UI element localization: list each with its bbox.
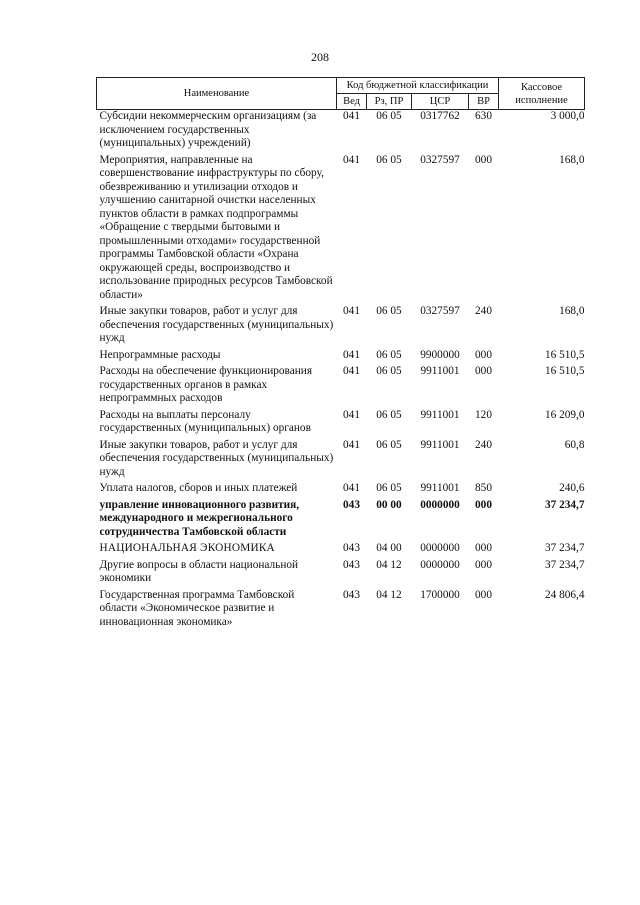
row-csr: 9911001	[420, 438, 460, 451]
row-sum: 60,8	[564, 438, 585, 451]
table-row	[97, 499, 585, 543]
row-csr: 0327597	[420, 305, 460, 317]
header-sum-line1: Кассовое	[521, 81, 563, 93]
row-sum: 16 209,0	[544, 408, 585, 421]
row-name: Расходы на обеспечение функционирования государственных органов в рамках непрограммных расходов	[99, 365, 313, 404]
row-name: Уплата налогов, сборов и иных платежей	[99, 482, 298, 494]
row-rz: 06 05	[376, 153, 402, 166]
row-vr: 000	[475, 365, 492, 377]
row-sum: 24 806,4	[544, 588, 585, 601]
row-sum: 16 510,5	[544, 365, 585, 377]
row-rz: 04 00	[376, 542, 402, 554]
row-csr: 0317762	[420, 110, 460, 122]
row-csr: 9911001	[420, 482, 460, 494]
table-body	[97, 110, 585, 633]
row-ved: 043	[343, 542, 360, 554]
row-vr: 000	[475, 348, 492, 361]
row-vr: 120	[475, 408, 492, 421]
header-name: Наименование	[97, 78, 337, 110]
table-row	[97, 589, 585, 633]
row-rz: 04 12	[376, 588, 402, 601]
row-vr: 630	[475, 110, 492, 122]
table-row	[97, 110, 585, 154]
row-csr: 9911001	[420, 408, 460, 421]
row-name: Непрограммные расходы	[99, 348, 221, 361]
table-header	[97, 78, 585, 110]
header-ved: Вед	[337, 94, 367, 110]
row-ved: 041	[343, 482, 360, 494]
row-ved: 041	[343, 110, 360, 122]
table-row	[97, 542, 585, 559]
row-csr: 0000000	[420, 542, 460, 554]
header-code-group: Код бюджетной классификации	[337, 78, 499, 94]
page-number: 208	[311, 50, 329, 64]
row-sum: 240,6	[559, 482, 585, 494]
header-sum-line2: исполнение	[515, 94, 568, 106]
row-name: Другие вопросы в области национальной экономики	[99, 558, 299, 584]
row-sum: 37 234,7	[544, 542, 585, 554]
row-csr: 0000000	[420, 558, 460, 571]
table-row	[97, 349, 585, 366]
row-rz: 06 05	[376, 438, 402, 451]
row-csr: 1700000	[420, 588, 460, 601]
header-sum	[499, 78, 585, 110]
table-row	[97, 409, 585, 439]
row-vr: 000	[475, 542, 492, 554]
row-ved: 041	[343, 348, 360, 361]
row-name: Мероприятия, направленные на совершенствование инфраструктуры по сбору, обезвреживанию и утилизации отходов и улучшению санитарной очистки населенных пунктов области в рамках подпрограммы «Обращение с твердыми бытовыми и промышленными отходами» государственной программы Тамбовской области «Охрана окружающей среды, воспроизводство и использование природных ресурсов Тамбовской области»	[99, 153, 333, 301]
row-sum: 37 234,7	[544, 558, 585, 571]
row-vr: 000	[475, 153, 492, 166]
row-rz: 00 00	[376, 498, 402, 511]
row-rz: 04 12	[376, 558, 402, 571]
row-sum: 3 000,0	[550, 110, 585, 122]
row-name: Иные закупки товаров, работ и услуг для обеспечения государственных (муниципальных) нужд	[99, 438, 334, 478]
table-row	[97, 559, 585, 589]
row-rz: 06 05	[376, 348, 402, 361]
row-vr: 850	[475, 482, 492, 494]
row-name: НАЦИОНАЛЬНАЯ ЭКОНОМИКА	[99, 542, 275, 554]
row-vr: 240	[475, 305, 492, 317]
row-ved: 041	[343, 153, 360, 166]
table-row	[97, 154, 585, 306]
row-sum: 16 510,5	[544, 348, 585, 361]
header-csr: ЦСР	[412, 94, 469, 110]
row-name: Субсидии некоммерческим организациям (за исключением государственных (муниципальных) учреждений)	[99, 110, 317, 149]
row-ved: 043	[343, 558, 360, 571]
row-vr: 000	[475, 558, 492, 571]
header-rz: Рз, ПР	[367, 94, 412, 110]
row-sum: 168,0	[559, 305, 585, 317]
row-vr: 240	[475, 438, 492, 451]
row-csr: 0327597	[420, 153, 460, 166]
row-rz: 06 05	[376, 110, 402, 122]
row-name: Расходы на выплаты персоналу государственных (муниципальных) органов	[99, 408, 311, 434]
row-csr: 9900000	[420, 348, 460, 361]
row-sum: 168,0	[559, 153, 585, 166]
table-row	[97, 482, 585, 499]
row-ved: 041	[343, 305, 360, 317]
row-name: Иные закупки товаров, работ и услуг для обеспечения государственных (муниципальных) нужд	[99, 305, 334, 344]
row-name: Государственная программа Тамбовской области «Экономическое развитие и инновационная экономика»	[99, 588, 295, 628]
row-ved: 041	[343, 438, 360, 451]
row-ved: 041	[343, 365, 360, 377]
table-row	[97, 305, 585, 349]
row-ved: 043	[343, 588, 360, 601]
row-csr: 9911001	[420, 365, 460, 377]
row-rz: 06 05	[376, 365, 402, 377]
row-rz: 06 05	[376, 408, 402, 421]
row-name: управление инновационного развития, международного и межрегионального сотрудничества Тамбовской области	[99, 498, 300, 538]
budget-table	[96, 77, 585, 632]
row-csr: 0000000	[420, 498, 460, 511]
table-row	[97, 365, 585, 409]
row-rz: 06 05	[376, 305, 402, 317]
row-vr: 000	[475, 498, 492, 511]
table-row	[97, 439, 585, 483]
row-vr: 000	[475, 588, 492, 601]
row-ved: 043	[343, 498, 360, 511]
row-ved: 041	[343, 408, 360, 421]
row-rz: 06 05	[376, 482, 402, 494]
row-sum: 37 234,7	[544, 498, 585, 511]
header-vr: ВР	[469, 94, 499, 110]
